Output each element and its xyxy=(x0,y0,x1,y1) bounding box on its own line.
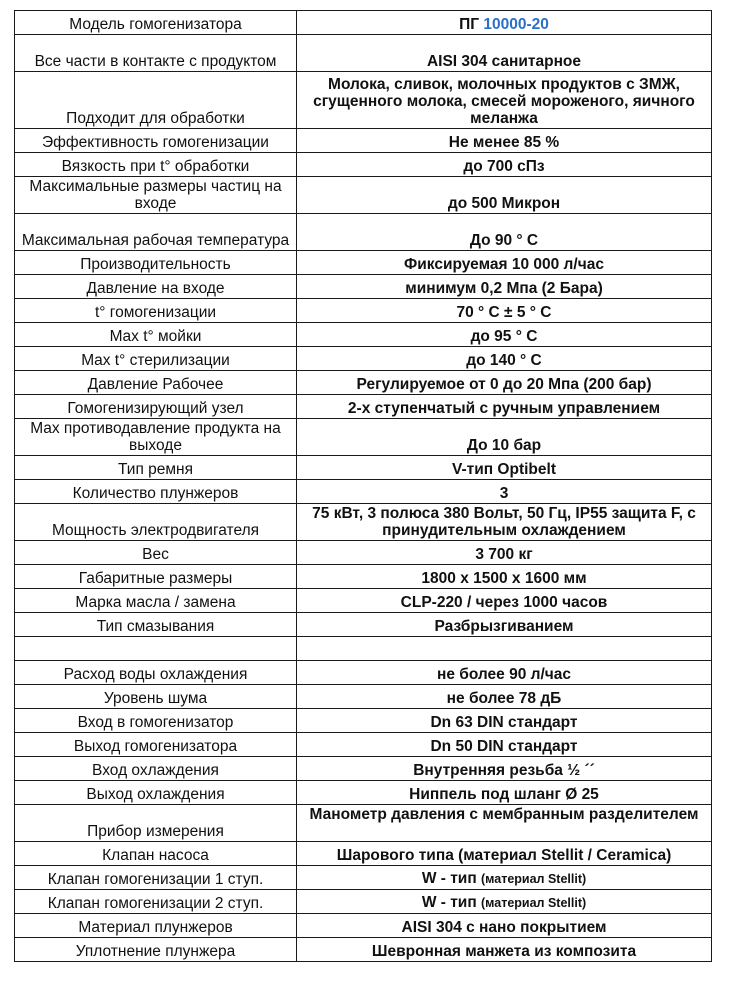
table-row xyxy=(15,685,712,709)
table-row xyxy=(15,565,712,589)
valve-type: W - тип xyxy=(421,894,482,911)
spec-label: Вход в гомогенизатор xyxy=(15,709,297,733)
spec-label: Выход гомогенизатора xyxy=(15,733,297,757)
spec-label: Максимальные размеры частиц на входе xyxy=(15,177,297,214)
spec-label: Давление Рабочее xyxy=(15,371,297,395)
spec-label: Уплотнение плунжера xyxy=(15,938,297,962)
spec-value xyxy=(297,866,712,890)
spec-label: Количество плунжеров xyxy=(15,480,297,504)
spec-value: минимум 0,2 Мпа (2 Бара) xyxy=(297,275,712,299)
spec-value xyxy=(297,11,712,35)
table-row xyxy=(15,72,712,129)
table-row xyxy=(15,153,712,177)
spec-value: до 95 ° С xyxy=(297,323,712,347)
table-row xyxy=(15,709,712,733)
table-row xyxy=(15,251,712,275)
table-row xyxy=(15,214,712,251)
spec-label xyxy=(15,637,297,661)
spec-label: Производительность xyxy=(15,251,297,275)
spec-label: Модель гомогенизатора xyxy=(15,11,297,35)
table-row xyxy=(15,11,712,35)
table-row xyxy=(15,371,712,395)
spec-value: AISI 304 санитарное xyxy=(297,35,712,72)
spec-label: t° гомогенизации xyxy=(15,299,297,323)
table-row xyxy=(15,347,712,371)
spec-label: Все части в контакте с продуктом xyxy=(15,35,297,72)
spec-value: Манометр давления с мембранным разделителем xyxy=(297,805,712,842)
table-row xyxy=(15,890,712,914)
table-row xyxy=(15,35,712,72)
table-row xyxy=(15,395,712,419)
table-row xyxy=(15,504,712,541)
spec-value: Регулируемое от 0 до 20 Мпа (200 бар) xyxy=(297,371,712,395)
spec-label: Клапан гомогенизации 2 ступ. xyxy=(15,890,297,914)
spec-value: CLP-220 / через 1000 часов xyxy=(297,589,712,613)
table-row xyxy=(15,842,712,866)
table-row xyxy=(15,938,712,962)
spec-label: Max t° мойки xyxy=(15,323,297,347)
spec-label: Подходит для обработки xyxy=(15,72,297,129)
spec-value: не более 90 л/час xyxy=(297,661,712,685)
spec-label: Расход воды охлаждения xyxy=(15,661,297,685)
table-row xyxy=(15,129,712,153)
model-prefix: ПГ xyxy=(459,16,484,33)
spec-value: Шевронная манжета из композита xyxy=(297,938,712,962)
spec-value: Фиксируемая 10 000 л/час xyxy=(297,251,712,275)
spec-value: 1800 х 1500 х 1600 мм xyxy=(297,565,712,589)
table-row xyxy=(15,323,712,347)
table-row xyxy=(15,613,712,637)
table-row xyxy=(15,419,712,456)
table-row xyxy=(15,733,712,757)
spec-label: Эффективность гомогенизации xyxy=(15,129,297,153)
spec-value: 75 кВт, 3 полюса 380 Вольт, 50 Гц, IP55 защита F, с принудительным охлаждением xyxy=(297,504,712,541)
spec-value: Dn 50 DIN стандарт xyxy=(297,733,712,757)
spec-table xyxy=(14,10,712,962)
spec-value: 3 700 кг xyxy=(297,541,712,565)
spec-value: 2-х ступенчатый с ручным управлением xyxy=(297,395,712,419)
spec-value: 3 xyxy=(297,480,712,504)
spec-value: до 700 сПз xyxy=(297,153,712,177)
table-row xyxy=(15,177,712,214)
spec-label: Давление на входе xyxy=(15,275,297,299)
spec-label: Max противодавление продукта на выходе xyxy=(15,419,297,456)
valve-material: (материал Stellit) xyxy=(481,896,587,910)
spec-label: Прибор измерения xyxy=(15,805,297,842)
table-row xyxy=(15,480,712,504)
spec-value: Не менее 85 % xyxy=(297,129,712,153)
spec-value: До 90 ° С xyxy=(297,214,712,251)
valve-material: (материал Stellit) xyxy=(481,872,587,886)
spec-value: Молока, сливок, молочных продуктов с ЗМЖ, сгущенного молока, смесей мороженого, яичного меланжа xyxy=(297,72,712,129)
spec-value xyxy=(297,637,712,661)
spec-value: до 500 Микрон xyxy=(297,177,712,214)
spec-label: Max t° стерилизации xyxy=(15,347,297,371)
table-row xyxy=(15,299,712,323)
table-row xyxy=(15,866,712,890)
table-row xyxy=(15,781,712,805)
spec-value: AISI 304 с нано покрытием xyxy=(297,914,712,938)
table-row xyxy=(15,914,712,938)
model-number-link[interactable]: 10000-20 xyxy=(483,16,549,33)
spec-value: Внутренняя резьба ½ ´´ xyxy=(297,757,712,781)
spec-label: Габаритные размеры xyxy=(15,565,297,589)
spec-label: Вес xyxy=(15,541,297,565)
spec-label: Тип ремня xyxy=(15,456,297,480)
spec-label: Выход охлаждения xyxy=(15,781,297,805)
table-row xyxy=(15,456,712,480)
spec-value: до 140 ° С xyxy=(297,347,712,371)
spec-value: 70 ° С ± 5 ° С xyxy=(297,299,712,323)
table-row xyxy=(15,589,712,613)
table-row xyxy=(15,661,712,685)
table-row xyxy=(15,757,712,781)
table-row xyxy=(15,805,712,842)
spec-value xyxy=(297,890,712,914)
spec-label: Уровень шума xyxy=(15,685,297,709)
valve-type: W - тип xyxy=(421,870,482,887)
spec-value: не более 78 дБ xyxy=(297,685,712,709)
spec-value: Разбрызгиванием xyxy=(297,613,712,637)
spec-label: Вход охлаждения xyxy=(15,757,297,781)
spec-label: Материал плунжеров xyxy=(15,914,297,938)
spec-label: Клапан насоса xyxy=(15,842,297,866)
spec-value: Ниппель под шланг Ø 25 xyxy=(297,781,712,805)
table-row xyxy=(15,541,712,565)
spec-value: Шарового типа (материал Stellit / Ceramica) xyxy=(297,842,712,866)
spec-label: Тип смазывания xyxy=(15,613,297,637)
spec-label: Марка масла / замена xyxy=(15,589,297,613)
spec-label: Гомогенизирующий узел xyxy=(15,395,297,419)
table-row-empty xyxy=(15,637,712,661)
table-row xyxy=(15,275,712,299)
spec-value: V-тип Optibelt xyxy=(297,456,712,480)
spec-label: Вязкость при t° обработки xyxy=(15,153,297,177)
spec-label: Мощность электродвигателя xyxy=(15,504,297,541)
spec-value: Dn 63 DIN стандарт xyxy=(297,709,712,733)
spec-label: Клапан гомогенизации 1 ступ. xyxy=(15,866,297,890)
spec-label: Максимальная рабочая температура xyxy=(15,214,297,251)
spec-value: До 10 бар xyxy=(297,419,712,456)
